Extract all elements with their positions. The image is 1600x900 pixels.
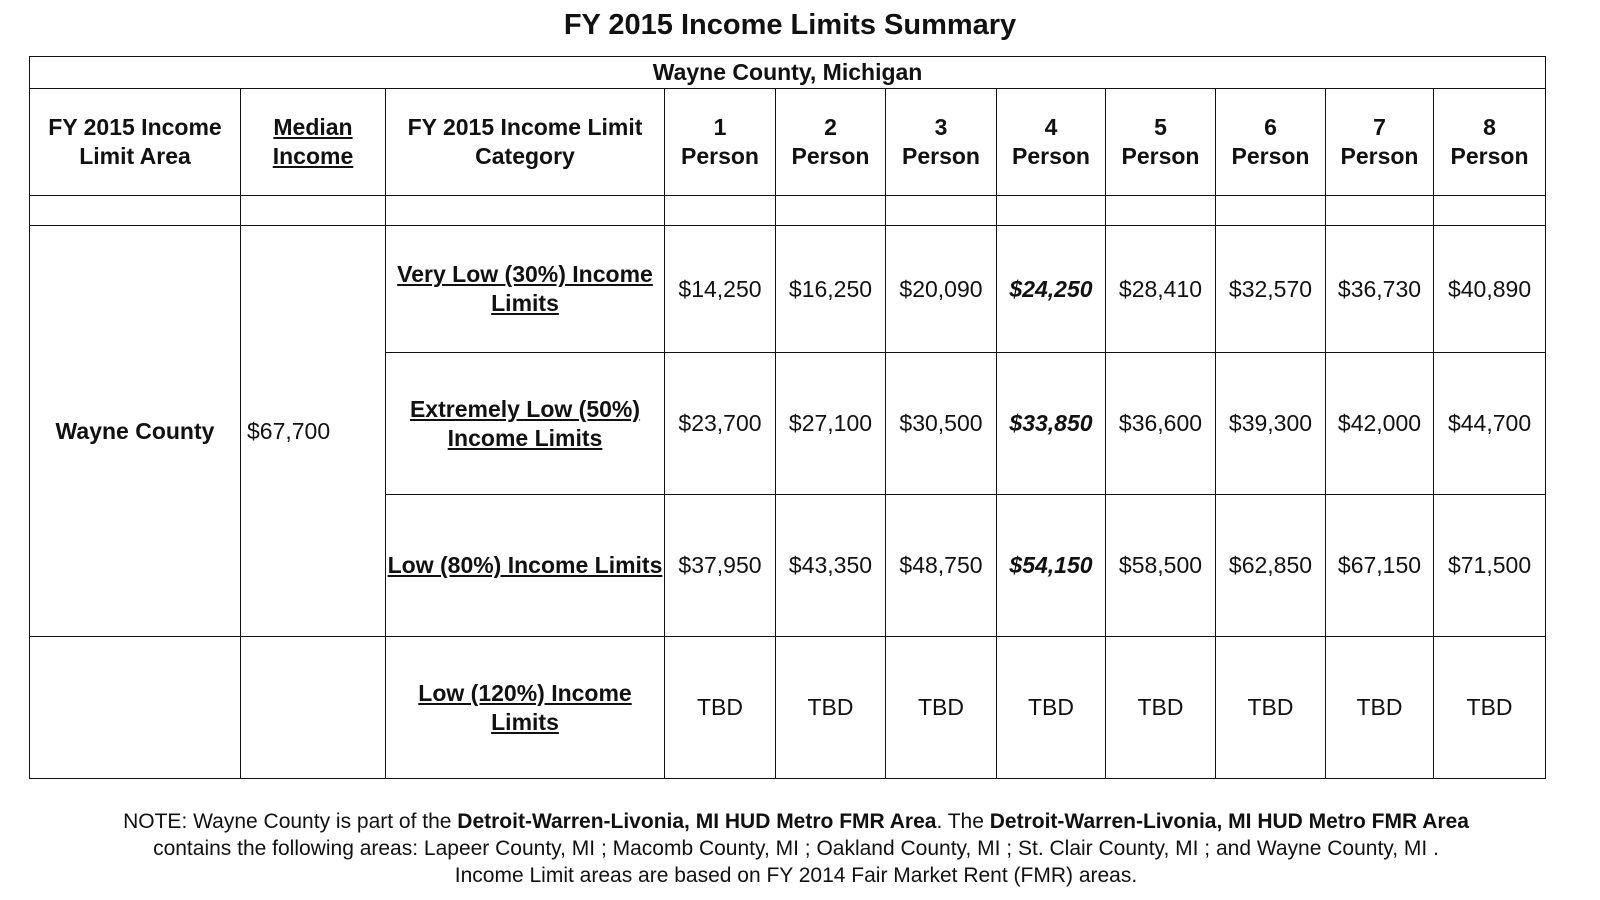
header-person-8 bbox=[1434, 89, 1546, 196]
empty-cell bbox=[241, 637, 386, 779]
header-person-5 bbox=[1106, 89, 1216, 196]
value-cell: $48,750 bbox=[886, 495, 997, 637]
value-cell: $27,100 bbox=[776, 353, 886, 495]
header-person-3 bbox=[886, 89, 997, 196]
value-cell-highlighted: $24,250 bbox=[997, 226, 1106, 353]
value-cell: $58,500 bbox=[1106, 495, 1216, 637]
header-median-income bbox=[241, 89, 386, 196]
value-cell: $20,090 bbox=[886, 226, 997, 353]
empty-cell bbox=[997, 196, 1106, 226]
footnote-line-2: contains the following areas: Lapeer County, MI ; Macomb County, MI ; Oakland County, MI ; St. Clair County, MI ; and Wayne County, MI . bbox=[153, 837, 1439, 860]
income-limit-area: Wayne County bbox=[30, 226, 241, 637]
category-label: Very Low (30%) Income Limits bbox=[386, 226, 665, 353]
empty-cell bbox=[1326, 196, 1434, 226]
header-person-6 bbox=[1216, 89, 1326, 196]
header-person-number: 4 bbox=[1044, 114, 1058, 140]
row-low-120 bbox=[30, 637, 1546, 779]
footnote-line-1 bbox=[20, 808, 1572, 835]
value-cell: TBD bbox=[886, 637, 997, 779]
page-title: FY 2015 Income Limits Summary bbox=[563, 9, 1017, 41]
value-cell: $37,950 bbox=[665, 495, 776, 637]
header-person-number: 2 bbox=[824, 114, 837, 140]
category-label: Low (80%) Income Limits bbox=[386, 495, 665, 637]
header-person-1 bbox=[665, 89, 776, 196]
value-cell: TBD bbox=[997, 637, 1106, 779]
value-cell: $43,350 bbox=[776, 495, 886, 637]
value-cell: $30,500 bbox=[886, 353, 997, 495]
value-cell: $71,500 bbox=[1434, 495, 1546, 637]
spacer-row bbox=[30, 196, 1546, 226]
header-person-label: Person bbox=[1231, 143, 1310, 169]
value-cell-highlighted: $33,850 bbox=[997, 353, 1106, 495]
income-limits-table bbox=[29, 56, 1546, 779]
value-cell: TBD bbox=[776, 637, 886, 779]
footnote-fmr-area: Detroit-Warren-Livonia, MI HUD Metro FMR Area bbox=[989, 810, 1469, 833]
value-cell: TBD bbox=[1434, 637, 1546, 779]
header-person-label: Person bbox=[1340, 143, 1419, 169]
header-person-4 bbox=[997, 89, 1106, 196]
header-person-label: Person bbox=[1012, 143, 1090, 169]
value-cell: $62,850 bbox=[1216, 495, 1326, 637]
footnote-fmr-area: Detroit-Warren-Livonia, MI HUD Metro FMR Area bbox=[457, 810, 937, 833]
header-person-number: 6 bbox=[1264, 114, 1277, 140]
header-income-limit-category: FY 2015 Income Limit Category bbox=[386, 89, 665, 196]
value-cell: $39,300 bbox=[1216, 353, 1326, 495]
empty-cell bbox=[30, 196, 241, 226]
header-person-label: Person bbox=[681, 143, 759, 169]
header-income-limit-area: FY 2015 Income Limit Area bbox=[30, 89, 241, 196]
footnote-text: . The bbox=[936, 810, 990, 833]
footnote-line-3: Income Limit areas are based on FY 2014 Fair Market Rent (FMR) areas. bbox=[454, 864, 1138, 887]
empty-cell bbox=[30, 637, 241, 779]
footnote-text: NOTE: Wayne County is part of the bbox=[123, 810, 458, 833]
value-cell: TBD bbox=[1106, 637, 1216, 779]
header-person-number: 8 bbox=[1483, 114, 1496, 140]
empty-cell bbox=[386, 196, 665, 226]
empty-cell bbox=[241, 196, 386, 226]
value-cell: $14,250 bbox=[665, 226, 776, 353]
value-cell: $28,410 bbox=[1106, 226, 1216, 353]
value-cell: $16,250 bbox=[776, 226, 886, 353]
empty-cell bbox=[1434, 196, 1546, 226]
value-cell: $23,700 bbox=[665, 353, 776, 495]
value-cell: $36,600 bbox=[1106, 353, 1216, 495]
value-cell: $42,000 bbox=[1326, 353, 1434, 495]
value-cell: $67,150 bbox=[1326, 495, 1434, 637]
value-cell: $36,730 bbox=[1326, 226, 1434, 353]
header-person-number: 7 bbox=[1373, 114, 1386, 140]
value-cell: $32,570 bbox=[1216, 226, 1326, 353]
category-label: Extremely Low (50%) Income Limits bbox=[386, 353, 665, 495]
header-person-label: Person bbox=[791, 143, 870, 169]
value-cell: $40,890 bbox=[1434, 226, 1546, 353]
empty-cell bbox=[665, 196, 776, 226]
median-income-value: $67,700 bbox=[241, 226, 386, 637]
value-cell: $44,700 bbox=[1434, 353, 1546, 495]
value-cell-highlighted: $54,150 bbox=[997, 495, 1106, 637]
footnote bbox=[20, 808, 1572, 889]
value-cell: TBD bbox=[665, 637, 776, 779]
value-cell: TBD bbox=[1216, 637, 1326, 779]
header-median-income-label: Median Income bbox=[272, 114, 354, 169]
empty-cell bbox=[776, 196, 886, 226]
header-person-number: 5 bbox=[1154, 114, 1167, 140]
header-person-7 bbox=[1326, 89, 1434, 196]
value-cell: TBD bbox=[1326, 637, 1434, 779]
empty-cell bbox=[886, 196, 997, 226]
header-person-label: Person bbox=[902, 143, 980, 169]
header-person-number: 1 bbox=[713, 114, 727, 140]
header-person-label: Person bbox=[1121, 143, 1200, 169]
category-label: Low (120%) Income Limits bbox=[386, 637, 665, 779]
empty-cell bbox=[1216, 196, 1326, 226]
header-person-number: 3 bbox=[934, 114, 948, 140]
county-header: Wayne County, Michigan bbox=[30, 57, 1546, 89]
header-person-label: Person bbox=[1450, 143, 1529, 169]
row-very-low bbox=[30, 226, 1546, 353]
header-person-2 bbox=[776, 89, 886, 196]
empty-cell bbox=[1106, 196, 1216, 226]
